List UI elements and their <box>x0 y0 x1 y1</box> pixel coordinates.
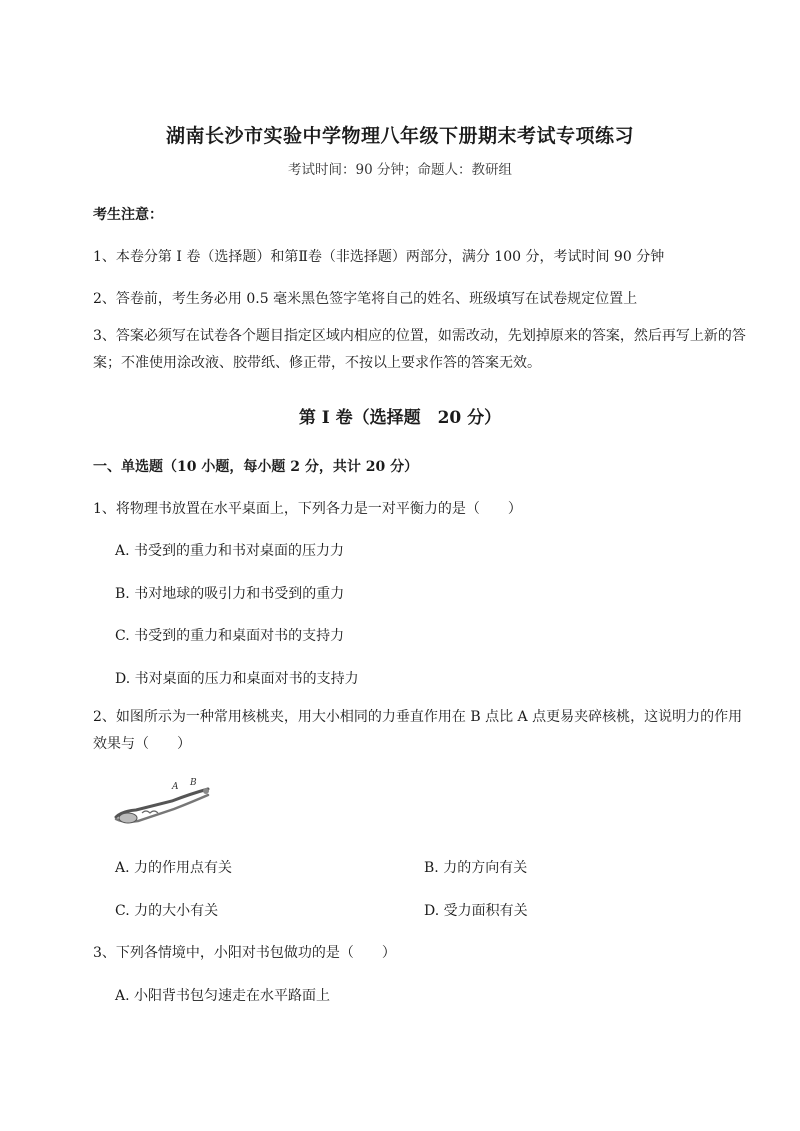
figure-label-a: A <box>172 782 179 792</box>
option-a: A. 力的作用点有关 <box>115 860 233 876</box>
option-a: A. 小阳背书包匀速走在水平路面上 <box>115 988 331 1004</box>
option-b: B. 书对地球的吸引力和书受到的重力 <box>115 586 345 602</box>
notice-item: 1、本卷分第 I 卷（选择题）和第Ⅱ卷（非选择题）两部分，满分 100 分，考试时间 90 分钟 <box>93 249 665 265</box>
notice-heading: 考生注意： <box>93 207 163 223</box>
option-d: D. 书对桌面的压力和桌面对书的支持力 <box>115 671 359 687</box>
nutcracker-figure <box>112 775 212 830</box>
section-title: 第 I 卷（选择题 20 分） <box>298 408 502 428</box>
figure-label-b: B <box>190 778 197 788</box>
notice-item: 2、答卷前，考生务必用 0.5 毫米黑色签字笔将自己的姓名、班级填写在试卷规定位置上 <box>93 291 638 307</box>
option-b: B. 力的方向有关 <box>424 860 528 876</box>
question-stem: 3、下列各情境中，小阳对书包做功的是（ ） <box>93 945 396 961</box>
option-c: C. 力的大小有关 <box>115 903 219 919</box>
option-a: A. 书受到的重力和书对桌面的压力力 <box>115 543 345 559</box>
question-stem: 2、如图所示为一种常用核桃夹，用大小相同的力垂直作用在 B 点比 A 点更易夹碎核桃，这说明力的作用效果与（ ） <box>93 709 743 752</box>
option-d: D. 受力面积有关 <box>424 903 528 919</box>
question-stem: 1、将物理书放置在水平桌面上，下列各力是一对平衡力的是（ ） <box>93 501 522 517</box>
page-title: 湖南长沙市实验中学物理八年级下册期末考试专项练习 <box>165 125 634 147</box>
notice-item: 3、答案必须写在试卷各个题目指定区域内相应的位置，如需改动，先划掉原来的答案，然后再写上新的答案；不准使用涂改液、胶带纸、修正带，不按以上要求作答的答案无效。 <box>93 328 746 371</box>
exam-info: 考试时间：90 分钟；命题人：教研组 <box>288 162 512 178</box>
part-heading: 一、单选题（10 小题，每小题 2 分，共计 20 分） <box>93 459 419 475</box>
option-c: C. 书受到的重力和桌面对书的支持力 <box>115 628 345 644</box>
